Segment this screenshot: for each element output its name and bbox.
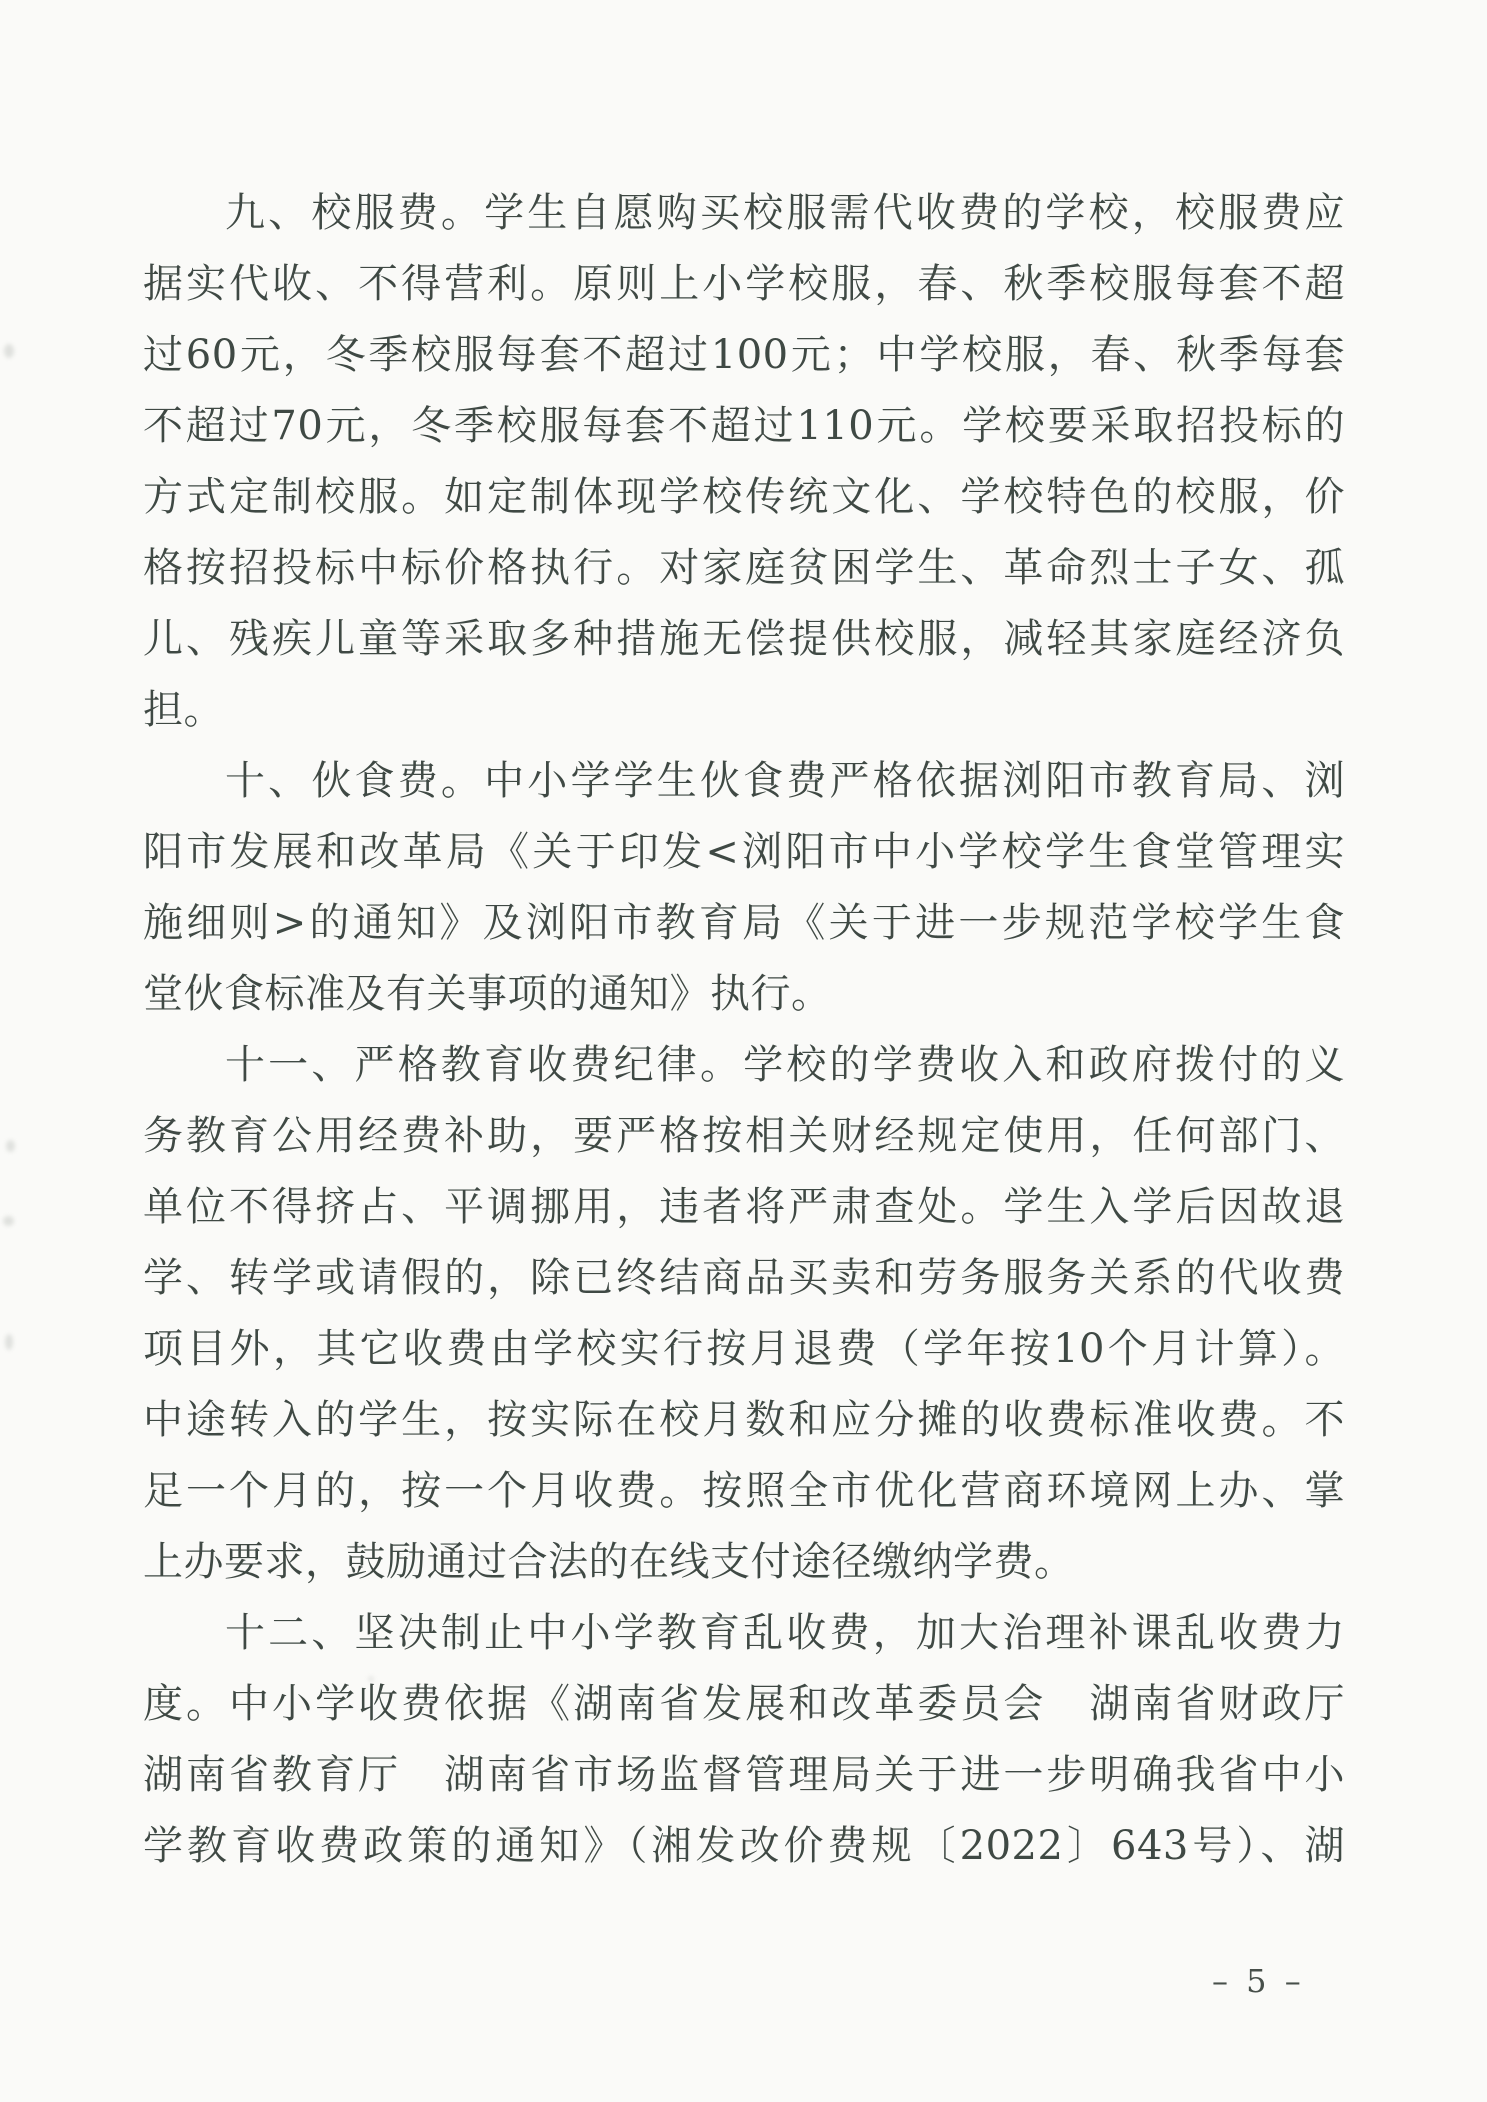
text-line: 学教育收费政策的通知》（湘发改价费规〔2022〕643号）、湖 bbox=[143, 1823, 1345, 1869]
text-line: 足一个月的，按一个月收费。按照全市优化营商环境网上办、掌 bbox=[143, 1468, 1345, 1514]
text-line: 学、转学或请假的，除已终结商品买卖和劳务服务关系的代收费 bbox=[143, 1255, 1345, 1301]
text-line: 儿、残疾儿童等采取多种措施无偿提供校服，减轻其家庭经济负 bbox=[143, 616, 1345, 662]
text-line: 中途转入的学生，按实际在校月数和应分摊的收费标准收费。不 bbox=[143, 1397, 1345, 1443]
scan-artifact bbox=[5, 1334, 13, 1350]
page-number: – 5 – bbox=[1212, 1962, 1305, 2000]
scan-artifact bbox=[6, 1140, 15, 1152]
text-line: 十、伙食费。中小学学生伙食费严格依据浏阳市教育局、浏 bbox=[225, 758, 1345, 804]
text-line: 堂伙食标准及有关事项的通知》执行。 bbox=[143, 971, 832, 1017]
text-line: 格按招投标中标价格执行。对家庭贫困学生、革命烈士子女、孤 bbox=[143, 545, 1345, 591]
text-line: 担。 bbox=[143, 687, 224, 733]
text-line: 阳市发展和改革局《关于印发<浏阳市中小学校学生食堂管理实 bbox=[143, 829, 1345, 875]
text-line: 务教育公用经费补助，要严格按相关财经规定使用，任何部门、 bbox=[143, 1113, 1345, 1159]
scan-artifact bbox=[4, 344, 14, 358]
text-line: 十二、坚决制止中小学教育乱收费，加大治理补课乱收费力 bbox=[225, 1610, 1345, 1656]
text-line: 项目外，其它收费由学校实行按月退费（学年按10个月计算）。 bbox=[143, 1326, 1345, 1372]
text-line: 九、校服费。学生自愿购买校服需代收费的学校，校服费应 bbox=[225, 190, 1345, 236]
text-line: 过60元，冬季校服每套不超过100元；中学校服，春、秋季每套 bbox=[143, 332, 1345, 378]
page-body bbox=[143, 178, 1345, 1882]
text-line: 不超过70元，冬季校服每套不超过110元。学校要采取招投标的 bbox=[143, 403, 1345, 449]
text-line: 上办要求，鼓励通过合法的在线支付途径缴纳学费。 bbox=[143, 1539, 1075, 1585]
text-line: 据实代收、不得营利。原则上小学校服，春、秋季校服每套不超 bbox=[143, 261, 1345, 307]
text-line: 方式定制校服。如定制体现学校传统文化、学校特色的校服，价 bbox=[143, 474, 1345, 520]
text-line: 施细则>的通知》及浏阳市教育局《关于进一步规范学校学生食 bbox=[143, 900, 1345, 946]
scan-artifact bbox=[3, 1216, 14, 1226]
text-line: 单位不得挤占、平调挪用，违者将严肃查处。学生入学后因故退 bbox=[143, 1184, 1345, 1230]
text-line: 度。中小学收费依据《湖南省发展和改革委员会 湖南省财政厅 bbox=[143, 1681, 1345, 1727]
text-line: 湖南省教育厅 湖南省市场监督管理局关于进一步明确我省中小 bbox=[143, 1752, 1345, 1798]
text-line: 十一、严格教育收费纪律。学校的学费收入和政府拨付的义 bbox=[225, 1042, 1345, 1088]
